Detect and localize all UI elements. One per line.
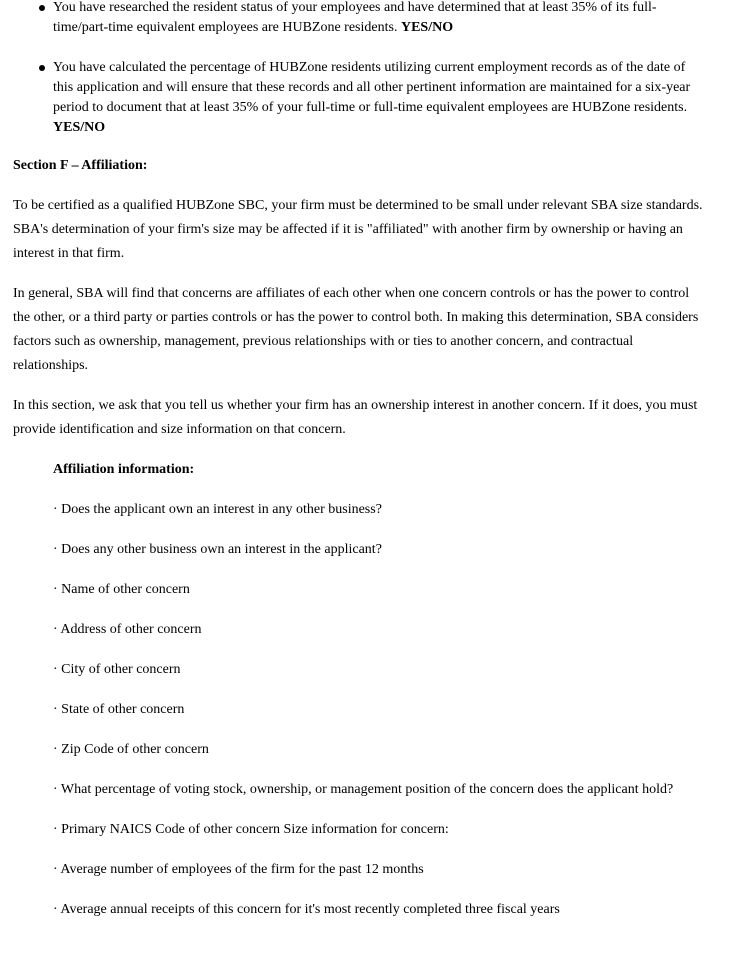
affiliation-item: · City of other concern [53,662,181,677]
affiliation-item: · What percentage of voting stock, ownership, or management position of the concern does the applicant hold? [53,782,674,797]
affiliation-item: · Does the applicant own an interest in any other business? [53,502,382,517]
affiliation-item: · State of other concern [53,702,185,717]
section-title [13,154,703,178]
affiliation-item: · Address of other concern [53,622,202,637]
yes-no-answer: YES/NO [400,20,454,35]
certification-bullet-list [13,0,703,138]
paragraph: To be certified as a qualified HUBZone SBC, your firm must be determined to be small under relevant SBA size standards. SBA's determination of your firm's size may be affected if it is "affiliated" with another firm by ownership or having an interest in that firm. [13,198,703,261]
affiliation-item: · Primary NAICS Code of other concern Size information for concern: [53,822,449,837]
affiliation-section [53,458,703,922]
section-title-text: Section F – Affiliation: [13,158,148,173]
paragraph: In this section, we ask that you tell us whether your firm has an ownership interest in another concern. If it does, you must provide identification and size information on that concern. [13,398,698,437]
affiliation-item: · Average annual receipts of this concern for it's most recently completed three fiscal years [53,902,560,917]
document-body [13,0,703,938]
affiliation-item: · Zip Code of other concern [53,742,209,757]
bullet-text: You have researched the resident status of your employees and have determined that at least 35% of its full-time/part-time equivalent employees are HUBZone residents. [53,0,657,35]
affiliation-item: · Name of other concern [53,582,190,597]
certification-bullet [13,58,703,138]
affiliation-heading [53,458,703,482]
bullet-text: You have calculated the percentage of HUBZone residents utilizing current employment records as of the date of this application and will ensure that these records and all other pertinent information are maintained for a six-year period to document that at least 35% of your full-time or full-time equivalent employees are HUBZone residents. [53,60,691,115]
affiliation-item: · Does any other business own an interest in the applicant? [53,542,382,557]
yes-no-answer: YES/NO [53,120,106,135]
paragraph: In general, SBA will find that concerns are affiliates of each other when one concern controls or has the power to control the other, or a third party or parties controls or has the power to control both. In making this determination, SBA considers factors such as ownership, management, previous relationships with or ties to another concern, and contractual relationships. [13,286,699,373]
affiliation-heading-text: Affiliation information: [53,462,195,477]
affiliation-item: · Average number of employees of the firm for the past 12 months [53,862,424,877]
certification-bullet [13,0,703,38]
